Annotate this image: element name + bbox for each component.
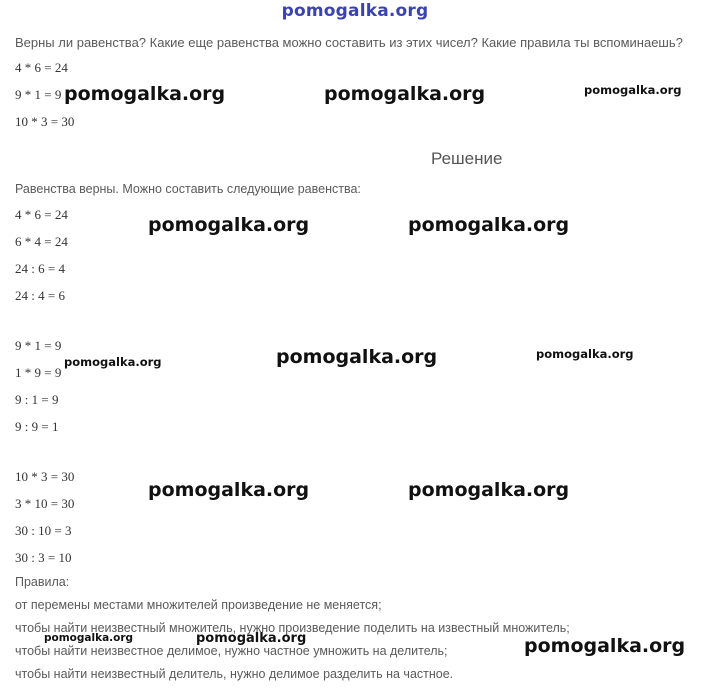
task-equation: 4 * 6 = 24	[15, 60, 68, 75]
solution-equation: 24 : 6 = 4	[15, 261, 65, 276]
rules-title: Правила:	[15, 575, 70, 589]
solution-equation: 9 : 9 = 1	[15, 419, 59, 434]
solution-equation: 9 * 1 = 9	[15, 338, 62, 353]
solution-equation: 4 * 6 = 24	[15, 207, 68, 222]
solution-equation: 3 * 10 = 30	[15, 496, 75, 511]
solution-equation: 1 * 9 = 9	[15, 365, 62, 380]
rule-item: чтобы найти неизвестный делитель, нужно делимое разделить на частное.	[15, 667, 454, 681]
watermark: pomogalka.org	[148, 214, 310, 236]
rule-item: чтобы найти неизвестный множитель, нужно произведение поделить на известный множитель;	[15, 621, 570, 635]
watermark: pomogalka.org	[408, 479, 570, 501]
task-equation: 10 * 3 = 30	[15, 114, 75, 129]
watermark: pomogalka.org	[536, 347, 634, 361]
rule-item: от перемены местами множителей произведение не меняется;	[15, 598, 382, 612]
solution-equation: 10 * 3 = 30	[15, 469, 75, 484]
rule-item: чтобы найти неизвестное делимое, нужно частное умножить на делитель;	[15, 644, 448, 658]
question-text: Верны ли равенства? Какие еще равенства можно составить из этих чисел? Какие правила ты вспоминаешь?	[15, 35, 683, 50]
solution-equation: 30 : 10 = 3	[15, 523, 72, 538]
site-logo[interactable]: pomogalka.org	[281, 1, 429, 21]
watermark: pomogalka.org	[148, 479, 310, 501]
watermark: pomogalka.org	[64, 83, 226, 105]
solution-equation: 6 * 4 = 24	[15, 234, 68, 249]
solution-equation: 24 : 4 = 6	[15, 288, 65, 303]
watermark: pomogalka.org	[64, 355, 162, 369]
watermark: pomogalka.org	[276, 346, 438, 368]
answer-intro: Равенства верны. Можно составить следующие равенства:	[15, 182, 361, 196]
watermark: pomogalka.org	[196, 631, 307, 646]
solution-equation: 9 : 1 = 9	[15, 392, 59, 407]
solution-equation: 30 : 3 = 10	[15, 550, 72, 565]
watermark: pomogalka.org	[408, 214, 570, 236]
solution-heading: Решение	[431, 149, 503, 168]
watermark: pomogalka.org	[44, 632, 134, 644]
watermark: pomogalka.org	[584, 83, 682, 97]
watermark: pomogalka.org	[524, 635, 686, 657]
task-equation: 9 * 1 = 9	[15, 87, 62, 102]
watermark: pomogalka.org	[324, 83, 486, 105]
